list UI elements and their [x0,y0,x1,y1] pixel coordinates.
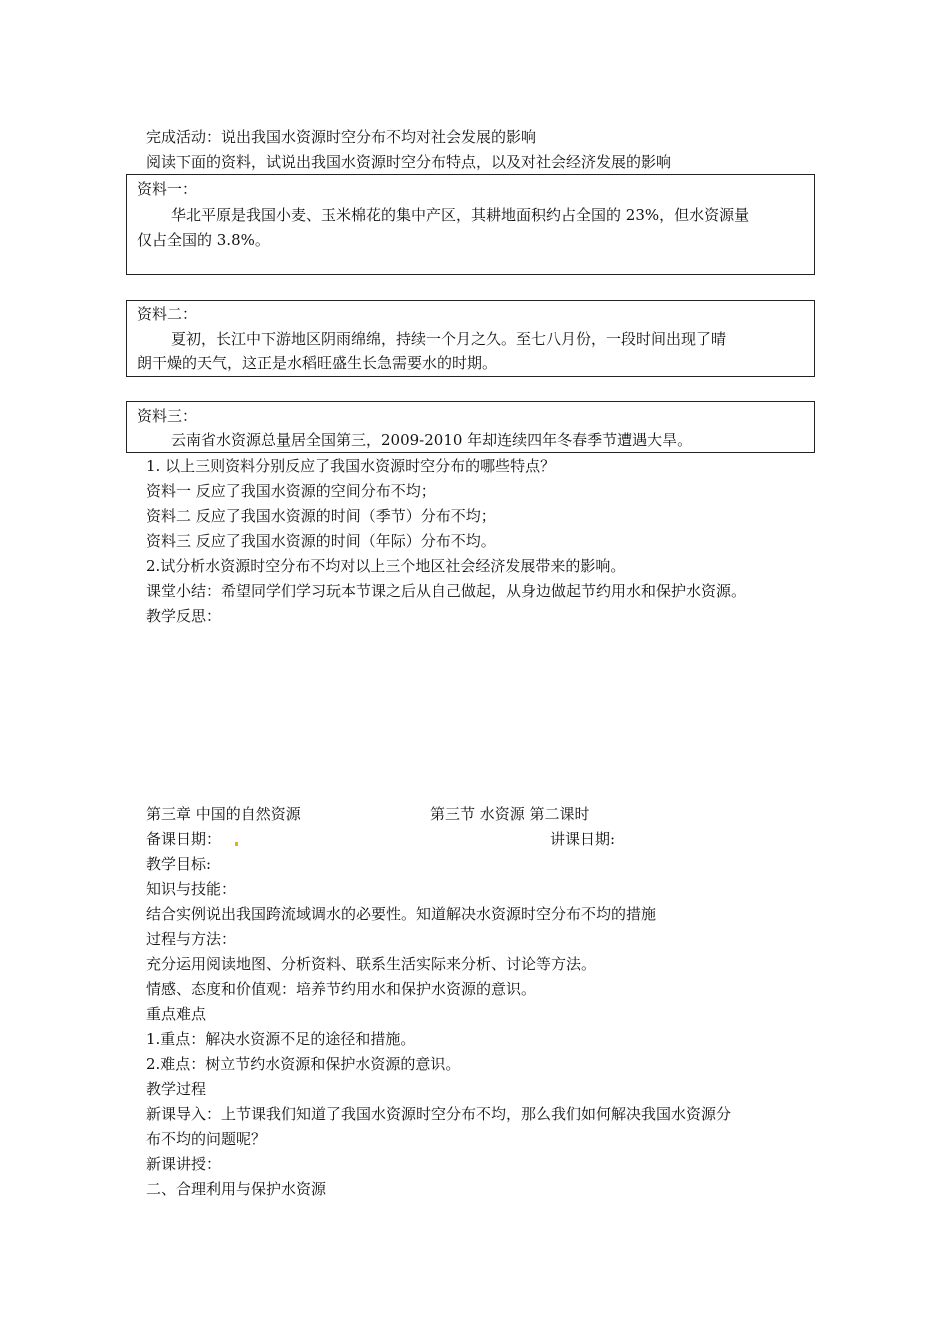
question-1: 1. 以上三则资料分别反应了我国水资源时空分布的哪些特点？ [146,457,556,475]
section-heading-2: 二、合理利用与保护水资源 [146,1180,327,1198]
teaching-reflection: 教学反思： [146,607,222,625]
process-title: 过程与方法： [146,930,237,948]
section-title: 第三节 水资源 第二课时 [430,805,590,823]
material-text-line: 云南省水资源总量居全国第三，2009-2010 年却连续四年冬春季节遭遇大旱。 [171,431,693,449]
material-label: 资料三： [137,407,198,425]
key-point-1: 1.重点：解决水资源不足的途径和措施。 [146,1030,416,1048]
intro-line-2: 布不均的问题呢？ [146,1130,267,1148]
material-box-1 [126,174,815,275]
intro-line-1: 新课导入：上节课我们知道了我国水资源时空分布不均，那么我们如何解决我国水资源分 [146,1105,732,1123]
knowledge-title: 知识与技能： [146,880,237,898]
material-text-line: 夏初，长江中下游地区阴雨绵绵，持续一个月之久。至七八月份，一段时间出现了晴 [171,330,727,348]
material-label: 资料一： [137,180,198,198]
material-box-2 [126,300,815,377]
material-label: 资料二： [137,305,198,323]
answer-2: 资料二 反应了我国水资源的时间（季节）分布不均； [146,507,496,525]
material-text-line: 仅占全国的 3.8%。 [137,231,270,249]
question-2: 2.试分析水资源时空分布不均对以上三个地区社会经济发展带来的影响。 [146,557,626,575]
answer-1: 资料一 反应了我国水资源的空间分布不均； [146,482,436,500]
highlight-mark [235,842,238,846]
process-text: 充分运用阅读地图、分析资料、联系生活实际来分析、讨论等方法。 [146,955,597,973]
activity-instruction: 阅读下面的资料，试说出我国水资源时空分布特点，以及对社会经济发展的影响 [146,153,672,171]
prep-date: 备课日期： [146,830,222,848]
knowledge-text: 结合实例说出我国跨流域调水的必要性。知道解决水资源时空分布不均的措施 [146,905,657,923]
chapter-title: 第三章 中国的自然资源 [146,805,301,823]
teaching-process-title: 教学过程 [146,1080,207,1098]
class-summary: 课堂小结：希望同学们学习玩本节课之后从自己做起，从身边做起节约用水和保护水资源。 [146,582,747,600]
goals-title: 教学目标: [146,855,212,873]
attitude-text: 情感、态度和价值观：培养节约用水和保护水资源的意识。 [146,980,537,998]
answer-3: 资料三 反应了我国水资源的时间（年际）分布不均。 [146,532,496,550]
material-box-3 [126,401,815,453]
key-point-2: 2.难点：树立节约水资源和保护水资源的意识。 [146,1055,461,1073]
lecture-date: 讲课日期: [550,830,616,848]
key-title: 重点难点 [146,1005,207,1023]
material-text-line: 华北平原是我国小麦、玉米棉花的集中产区，其耕地面积约占全国的 23%，但水资源量 [171,206,750,224]
new-lesson-title: 新课讲授： [146,1155,222,1173]
activity-title: 完成活动：说出我国水资源时空分布不均对社会发展的影响 [146,128,537,146]
material-text-line: 朗干燥的天气，这正是水稻旺盛生长急需要水的时期。 [137,354,498,372]
